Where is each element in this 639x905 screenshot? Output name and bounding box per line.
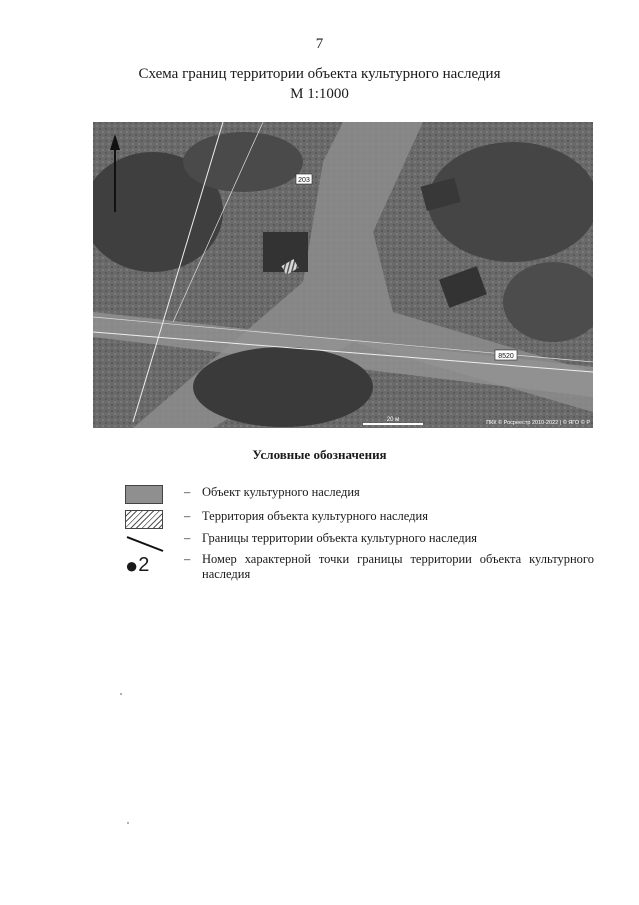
parcel-label-1: 203: [298, 177, 310, 184]
aerial-map: [93, 122, 593, 428]
map-copyright: ПКК © Росреестр 2010-2022 | © ЯГО © Р: [486, 420, 590, 426]
legend-item-text: Территория объекта культурного наследия: [202, 509, 428, 523]
parcel-label-2: 8520: [498, 353, 514, 360]
gray-fill-swatch-icon: [125, 485, 163, 504]
boundary-line-icon: [125, 533, 167, 553]
legend-item-text: Объект культурного наследия: [202, 485, 360, 499]
point-number-label: 2: [138, 554, 150, 576]
point-number-symbol: ●2: [125, 553, 150, 578]
scan-speck: [120, 693, 122, 695]
legend-item-text: Номер характерной точки границы территории объекта культурного наследия: [202, 552, 594, 581]
title-line-1: Схема границ территории объекта культурного наследия: [138, 66, 501, 82]
map-image: [93, 122, 593, 428]
title-line-2: М 1:1000: [290, 86, 349, 102]
tree-mass-2: [183, 132, 303, 192]
legend-item-text: Границы территории объекта культурного наследия: [202, 531, 478, 545]
scale-bar-label: 20 м: [386, 417, 400, 423]
page-title: [0, 64, 639, 104]
hatch-swatch-icon: [125, 510, 163, 529]
tree-mass-3: [193, 347, 373, 427]
legend-title: Условные обозначения: [252, 447, 387, 462]
scan-speck: [127, 822, 129, 824]
page-number: 7: [315, 36, 324, 52]
